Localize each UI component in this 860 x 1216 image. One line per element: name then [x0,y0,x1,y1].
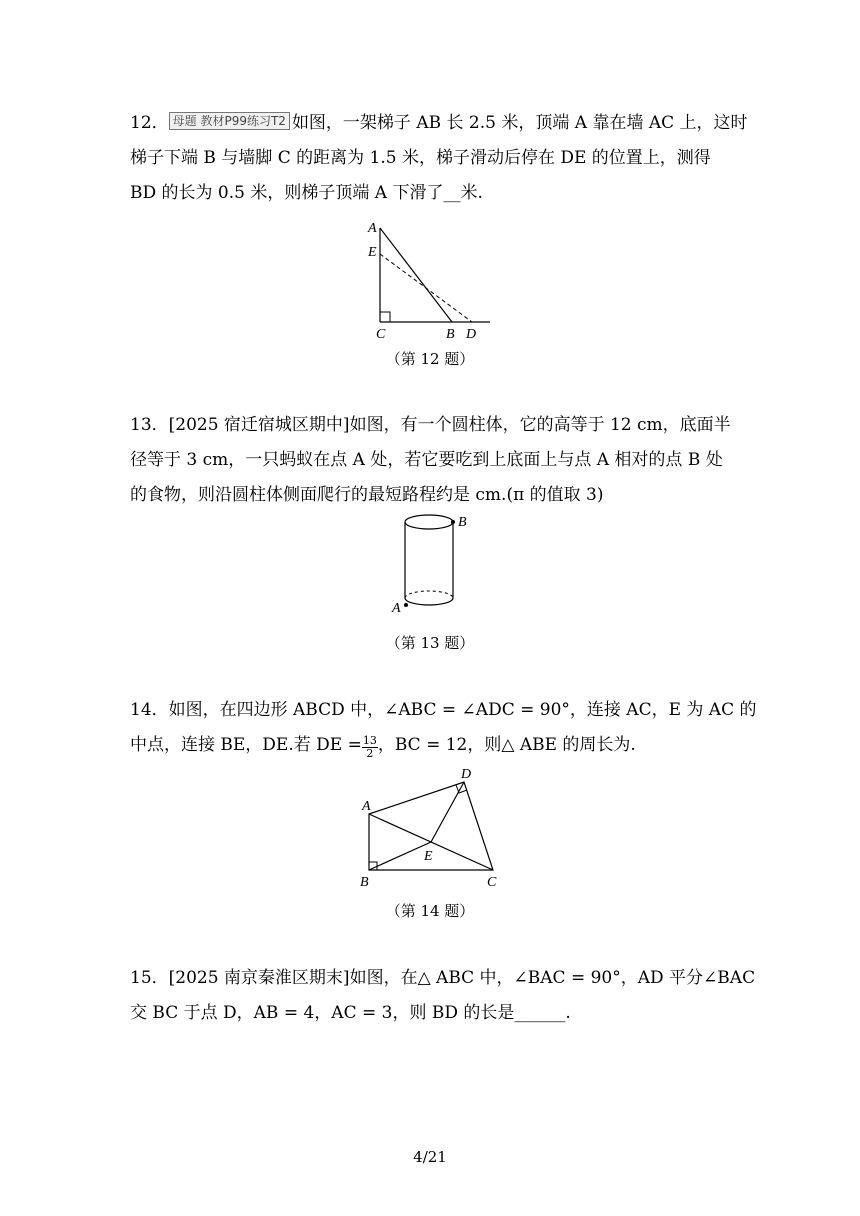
label-a: A [368,221,377,236]
q12-line-3: BD 的长为 0.5 米，则梯子顶端 A 下滑了__米. [130,183,483,203]
point-a [404,603,408,607]
q15-line-1: 15．[2025 南京秦淮区期末]如图，在△ ABC 中，∠BAC = 90°，AD 平分∠BAC [130,968,756,988]
ladder-de [380,254,472,322]
q15-line-2: 交 BC 于点 D，AB = 4，AC = 3，则 BD 的长是______. [130,1003,571,1023]
q13-line-2: 径等于 3 cm，一只蚂蚁在点 A 处，若它要吃到上底面上与点 A 相对的点 B 处 [130,450,723,470]
label-b: B [446,327,455,342]
q14-caption: （第 14 题） [385,902,475,920]
q12-caption: （第 12 题） [385,350,475,368]
q12-figure [0,212,860,342]
q13-caption: （第 13 题） [385,634,475,652]
page-number: 4/21 [413,1148,447,1166]
label-c: C [487,875,497,890]
cylinder-top [405,515,453,529]
label-a: A [362,799,371,814]
ladder-ab [380,228,452,322]
label-c: C [376,327,386,342]
q13-figure [0,510,860,620]
q13-line-3: 的食物，则沿圆柱体侧面爬行的最短路程约是 cm.(π 的值取 3) [130,485,604,505]
label-b: B [360,875,369,890]
q12-text-1: 如图，一架梯子 AB 长 2.5 米，顶端 A 靠在墙 AC 上，这时 [291,113,748,133]
q14-figure [0,762,860,892]
label-a: A [392,601,401,616]
cylinder-bottom-front [405,598,453,605]
fraction-denominator: 2 [366,747,374,760]
cylinder-bottom-back [405,591,453,598]
q12-line-1 [130,108,748,133]
source-tag: 母题 教材P99练习T2 [169,112,290,130]
right-angle-mark [380,312,390,322]
q13-line-1: 13．[2025 宿迁宿城区期中]如图，有一个圆柱体，它的高等于 12 cm，底面半 [130,415,731,435]
label-d: D [461,767,472,782]
q14-line-2 [130,730,636,760]
fraction [362,735,378,760]
segment-be [369,842,431,870]
q14-text-2b: ，BC = 12，则△ ABE 的周长为. [377,735,636,755]
q14-text-2a: 中点，连接 BE，DE.若 DE = [130,735,362,755]
label-d: D [466,327,477,342]
q12-line-2: 梯子下端 B 与墙脚 C 的距离为 1.5 米，梯子滑动后停在 DE 的位置上，测得 [130,148,711,168]
label-e: E [424,849,433,864]
fraction-numerator: 13 [362,734,377,747]
label-e: E [368,245,377,260]
q14-line-1: 14．如图，在四边形 ABCD 中，∠ABC = ∠ADC = 90°，连接 AC，E 为 AC 的 [130,700,757,720]
point-b [451,520,455,524]
q12-number: 12． [130,113,169,133]
label-b: B [458,515,467,530]
